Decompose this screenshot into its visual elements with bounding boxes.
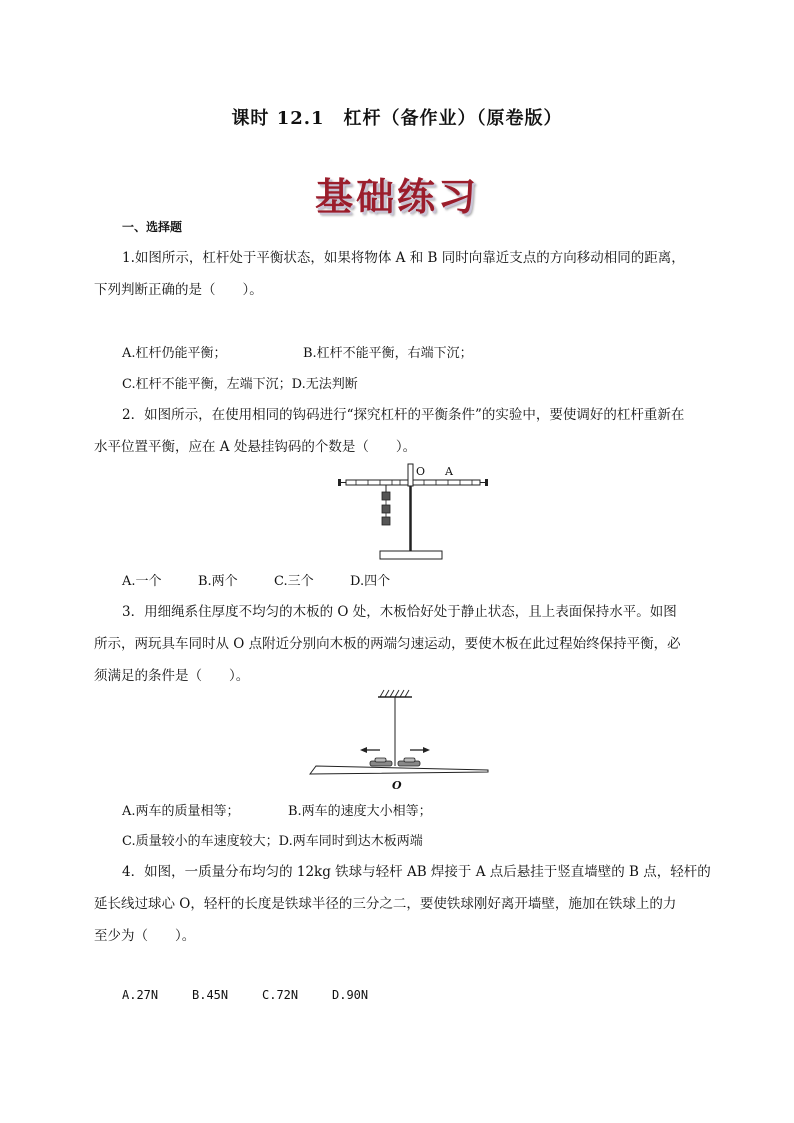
q3-stem-line1: 3．用细绳系住厚度不均匀的木板的 O 处，木板恰好处于静止状态，且上表面保持水平。如图 bbox=[122, 604, 677, 620]
q3-option-b: B.两车的速度大小相等； bbox=[288, 804, 432, 819]
q3-stem-line2: 所示，两玩具车同时从 O 点附近分别向木板的两端匀速运动，要使木板在此过程始终保持平衡，必 bbox=[94, 636, 681, 652]
q2-option-b: B.两个 bbox=[198, 574, 238, 589]
q4-stem-line1: 4．如图，一质量分布均匀的 12kg 铁球与轻杆 AB 焊接于 A 点后悬挂于竖直墙壁的 B 点，轻杆的 bbox=[122, 864, 711, 880]
q2-option-a: A.一个 bbox=[122, 574, 162, 589]
q2-stem-line2: 水平位置平衡，应在 A 处悬挂钩码的个数是（ ）。 bbox=[94, 439, 417, 455]
fig2-label-o: O bbox=[416, 465, 426, 478]
q3-option-cd: C.质量较小的车速度较大；D.两车同时到达木板两端 bbox=[122, 834, 423, 849]
q1-option-a: A.杠杆仍能平衡； bbox=[122, 346, 227, 361]
q1-option-cd: C.杠杆不能平衡，左端下沉；D.无法判断 bbox=[122, 377, 358, 392]
q1-option-b: B.杠杆不能平衡，右端下沉； bbox=[303, 346, 473, 361]
q3-option-a: A.两车的质量相等； bbox=[122, 804, 240, 819]
document-title: 课时 12.1 杠杆（备作业）（原卷版） bbox=[231, 108, 563, 129]
q4-option-b: B.45N bbox=[192, 988, 229, 1002]
plank-and-cars-figure bbox=[308, 688, 490, 793]
q1-stem-line1: 1.如图所示，杠杆处于平衡状态，如果将物体 A 和 B 同时向靠近支点的方向移动相同的距离， bbox=[122, 250, 685, 266]
q2-option-c: C.三个 bbox=[274, 574, 314, 589]
q4-stem-line2: 延长线过球心 O，轻杆的长度是铁球半径的三分之二，要使铁球刚好离开墙壁，施加在铁球上的力 bbox=[94, 896, 677, 912]
fig2-label-a: A bbox=[445, 465, 453, 478]
section-heading: 一、选择题 bbox=[122, 220, 183, 234]
q2-option-d: D.四个 bbox=[350, 574, 391, 589]
q4-option-d: D.90N bbox=[332, 988, 369, 1002]
section-banner: 基础练习 bbox=[314, 174, 479, 219]
q1-stem-line2: 下列判断正确的是（ ）。 bbox=[94, 282, 263, 298]
q4-option-c: C.72N bbox=[262, 988, 299, 1002]
q2-stem-line1: 2．如图所示，在使用相同的钩码进行“探究杠杆的平衡条件”的实验中，要使调好的杠杆重新在 bbox=[122, 407, 685, 423]
q3-stem-line3: 须满足的条件是（ ）。 bbox=[94, 668, 250, 684]
q2-options bbox=[122, 570, 390, 589]
q4-options bbox=[122, 988, 368, 1002]
fig3-label-o: O bbox=[392, 779, 402, 792]
lever-apparatus-figure bbox=[338, 460, 488, 565]
q4-stem-line3: 至少为（ ）。 bbox=[94, 928, 196, 944]
q4-option-a: A.27N bbox=[122, 988, 159, 1002]
